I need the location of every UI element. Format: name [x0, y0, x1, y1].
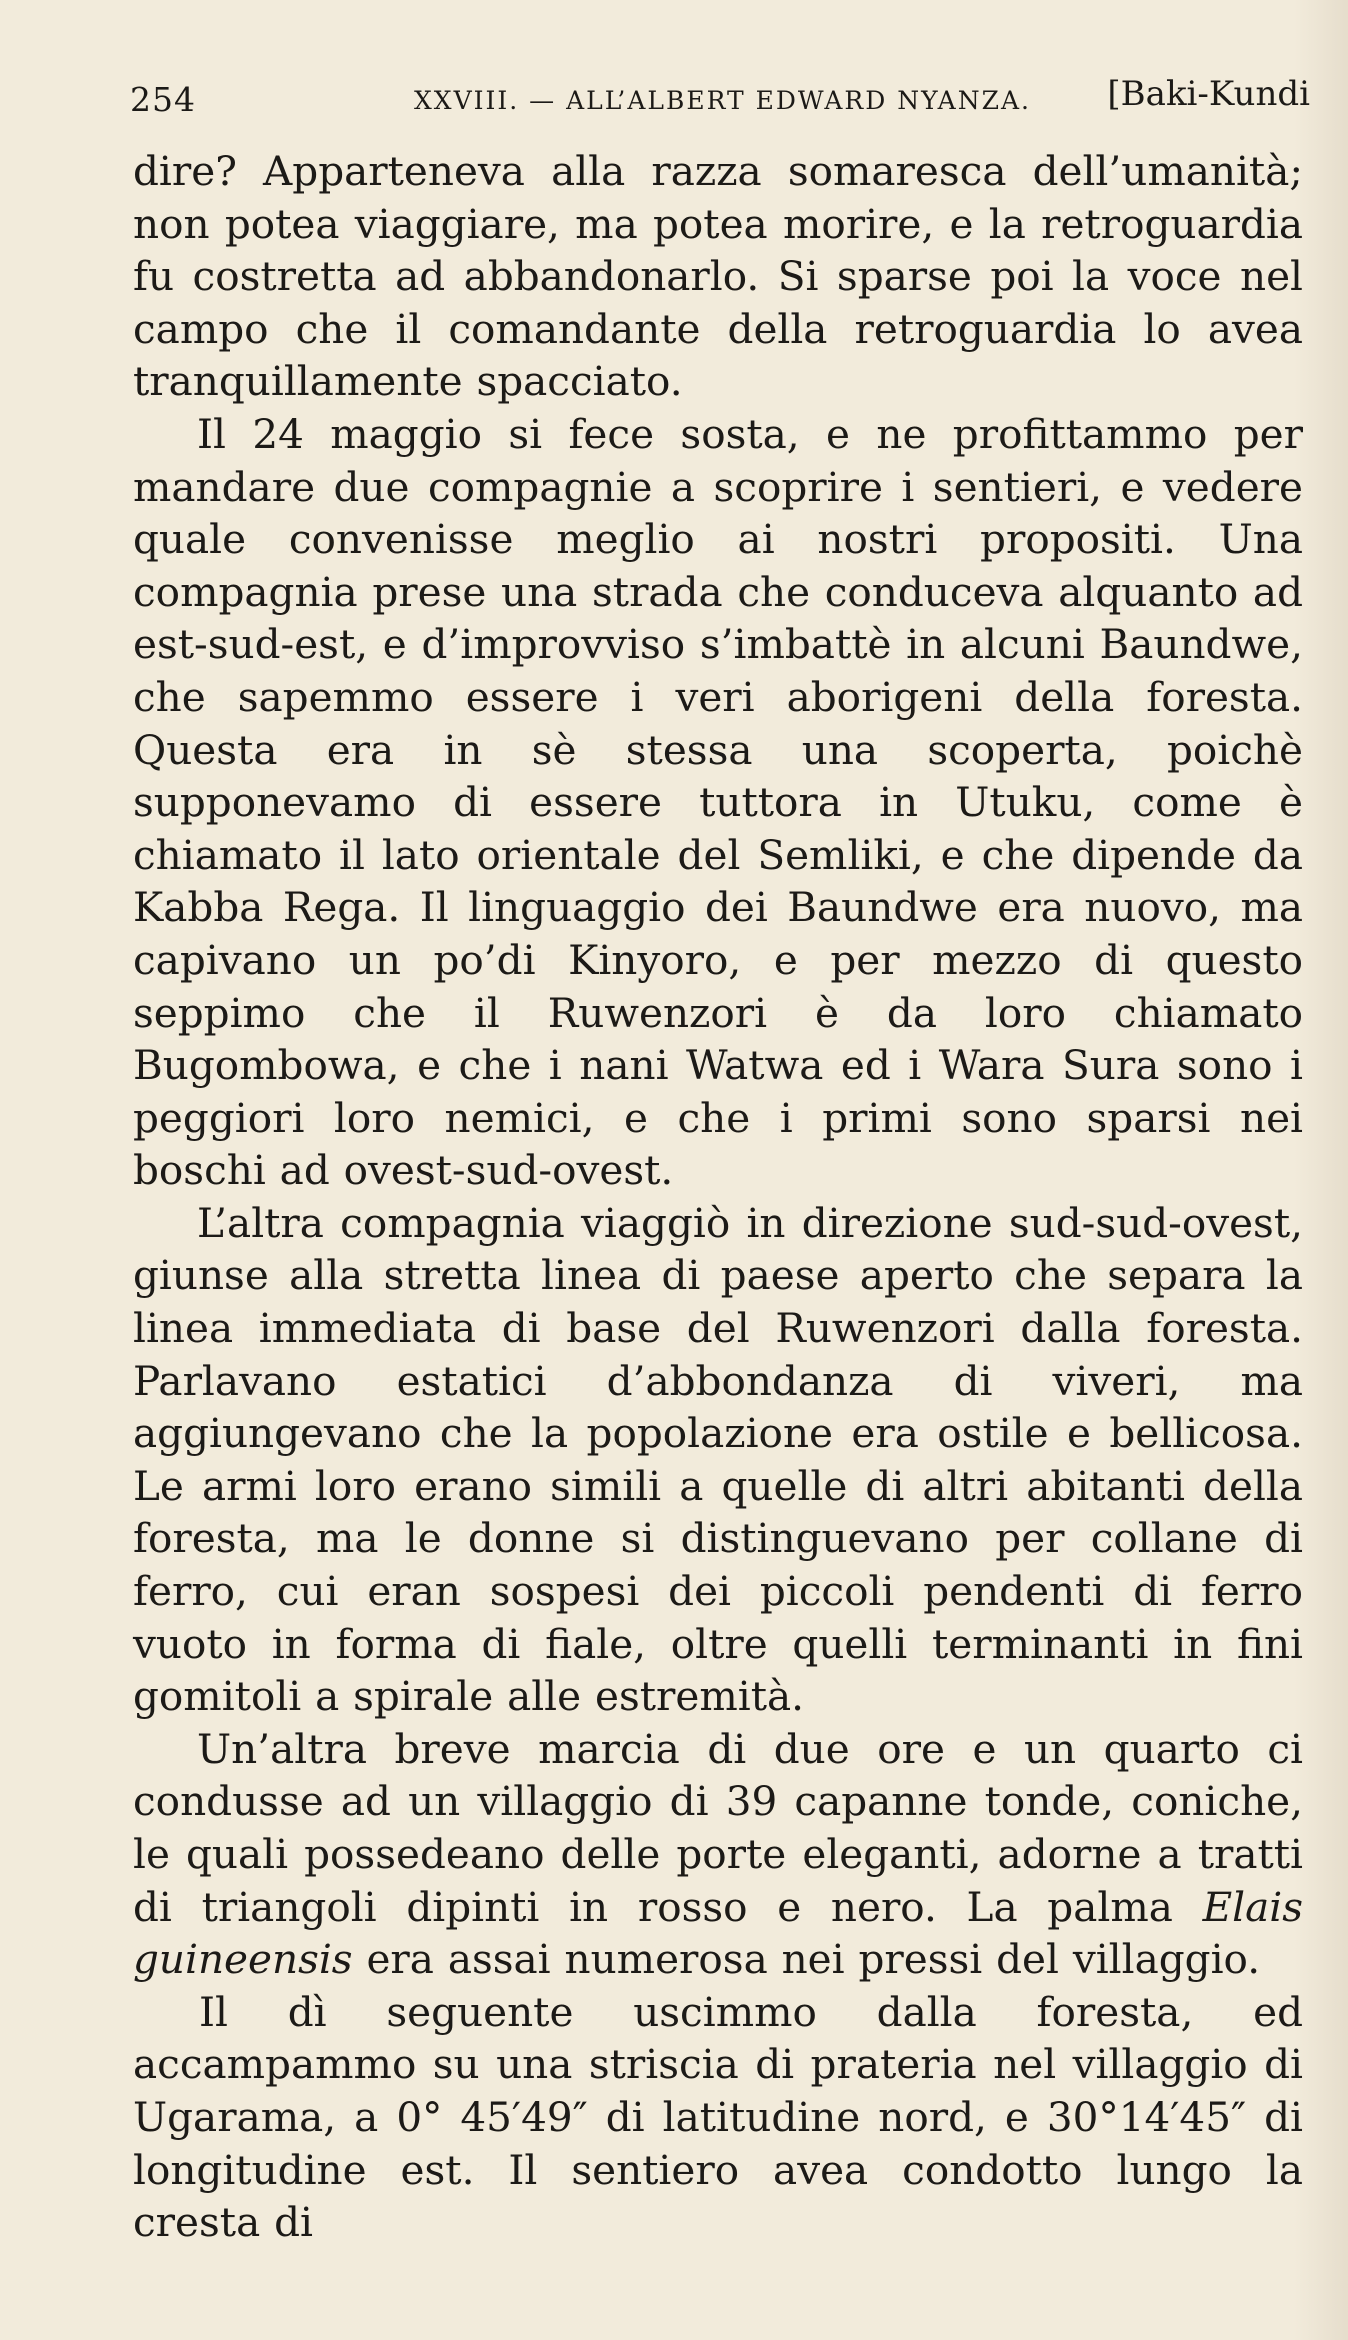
paragraph-5: Il dì seguente uscimmo dalla foresta, ed accampammo su una striscia di prateria nel villaggio di Ugarama, a 0° 45′49″ di latitudine nord, e 30°14′45″ di longitudine est. Il sentiero avea condotto lungo la cresta di	[133, 1987, 1303, 2247]
paragraph-3: L’altra compagnia viaggiò in direzione sud-sud-ovest, giunse alla stretta linea di paese aperto che separa la linea immediata di base del Ruwenzori dalla foresta. Parlavano estatici d’abbondanza di viveri, ma aggiungevano che la popolazione era ostile e bellicosa. Le armi loro erano simili a quelle di altri abitanti della foresta, ma le donne si distinguevano per collane di ferro, cui eran sospesi dei piccoli pendenti di ferro vuoto in forma di fiale, oltre quelli terminanti in fini gomitoli a spirale alle estremità.	[133, 1198, 1303, 1721]
page-header	[130, 72, 1310, 122]
paragraph-1: dire? Apparteneva alla razza somaresca dell’umanità; non potea viaggiare, ma potea morire, e la retroguardia fu costretta ad abbandonarlo. Si sparse poi la voce nel campo che il comandante della retroguardia lo avea tranquillamente spacciato.	[133, 147, 1303, 406]
paragraph-4-text-before: Un’altra breve marcia di due ore e un quarto ci condusse ad un villaggio di 39 capanne tonde, coniche, le quali possedeano delle porte eleganti, adorne a tratti di triangoli dipinti in rosso e nero. La palma	[133, 1724, 1303, 1931]
species-name-italic: Elais guineensis	[133, 1882, 1303, 1984]
paragraph-2: Il 24 maggio si fece sosta, e ne profittammo per mandare due compagnie a scoprire i sentieri, e vedere quale convenisse meglio ai nostri propositi. Una compagnia prese una strada che conduceva alquanto ad est-sud-est, e d’improvviso s’imbattè in alcuni Baundwe, che sapemmo essere i veri aborigeni della foresta. Questa era in sè stessa una scoperta, poichè supponevamo di essere tuttora in Utuku, come è chiamato il lato orientale del Semliki, e che dipende da Kabba Rega. Il linguaggio dei Baundwe era nuovo, ma capivano un po’di Kinyoro, e per mezzo di questo seppimo che il Ruwenzori è da loro chiamato Bugombowa, e che i nani Watwa ed i Wara Sura sono i peggiori loro nemici, e che i primi sono sparsi nei boschi ad ovest-sud-ovest.	[133, 409, 1303, 1195]
page-number: 254	[130, 80, 196, 119]
paragraph-4-text-after: era assai numerosa nei pressi del villaggio.	[352, 1935, 1261, 1984]
paragraph-4	[133, 1723, 1303, 1986]
running-title: XXVIII. — ALL’ALBERT EDWARD NYANZA.	[414, 86, 1031, 115]
section-reference: [Baki-Kundi	[1107, 74, 1310, 114]
body-text	[133, 145, 1303, 2249]
